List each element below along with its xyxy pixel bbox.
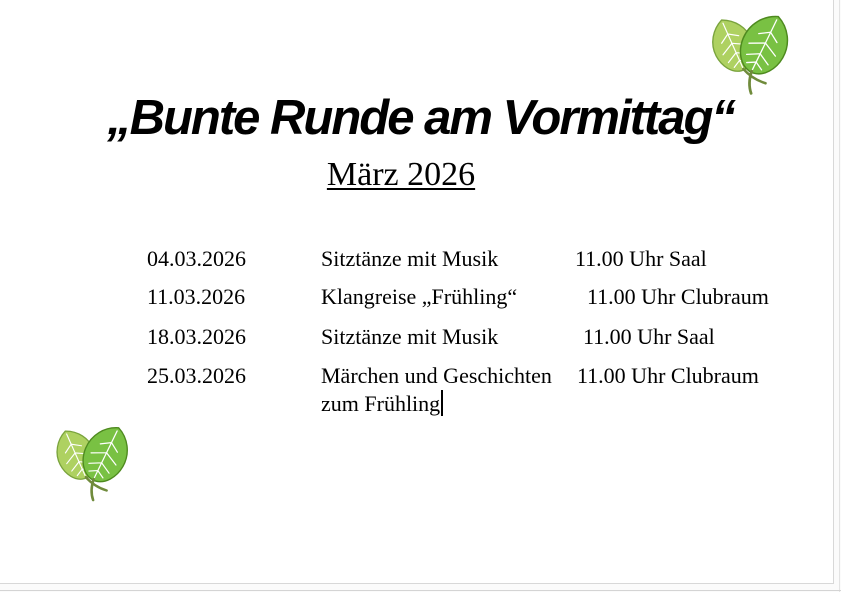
event-date[interactable]: 18.03.2026 [147, 324, 246, 349]
event-date[interactable]: 11.03.2026 [147, 284, 246, 309]
event-date[interactable]: 25.03.2026 [147, 363, 246, 388]
schedule-row[interactable] [147, 323, 787, 351]
event-time-location[interactable]: 11.00 Uhr Saal [583, 324, 715, 349]
schedule-row[interactable] [147, 283, 787, 311]
schedule-row[interactable] [147, 362, 787, 418]
text-cursor-caret [441, 390, 443, 416]
event-time-location[interactable]: 11.00 Uhr Clubraum [577, 363, 759, 388]
event-title-text: Märchen und Geschichten zum Frühling [321, 363, 552, 416]
window-edge-right [839, 0, 840, 592]
event-time-location[interactable]: 11.00 Uhr Saal [575, 246, 707, 271]
window-edge-bottom [0, 590, 841, 591]
schedule-row[interactable] [147, 245, 787, 273]
event-title[interactable]: Sitztänze mit Musik [321, 324, 499, 349]
event-date[interactable]: 04.03.2026 [147, 246, 246, 271]
event-title[interactable]: Klangreise „Frühling“ [321, 284, 518, 309]
event-time-location[interactable]: 11.00 Uhr Clubraum [587, 284, 769, 309]
page-title[interactable]: „Bunte Runde am Vormittag“ [107, 91, 734, 145]
event-title[interactable] [321, 362, 575, 418]
leaves-icon [46, 419, 140, 507]
event-schedule [147, 245, 787, 428]
event-title[interactable]: Sitztänze mit Musik [321, 246, 499, 271]
month-heading[interactable]: März 2026 [326, 156, 476, 193]
leaves-icon [701, 8, 801, 100]
